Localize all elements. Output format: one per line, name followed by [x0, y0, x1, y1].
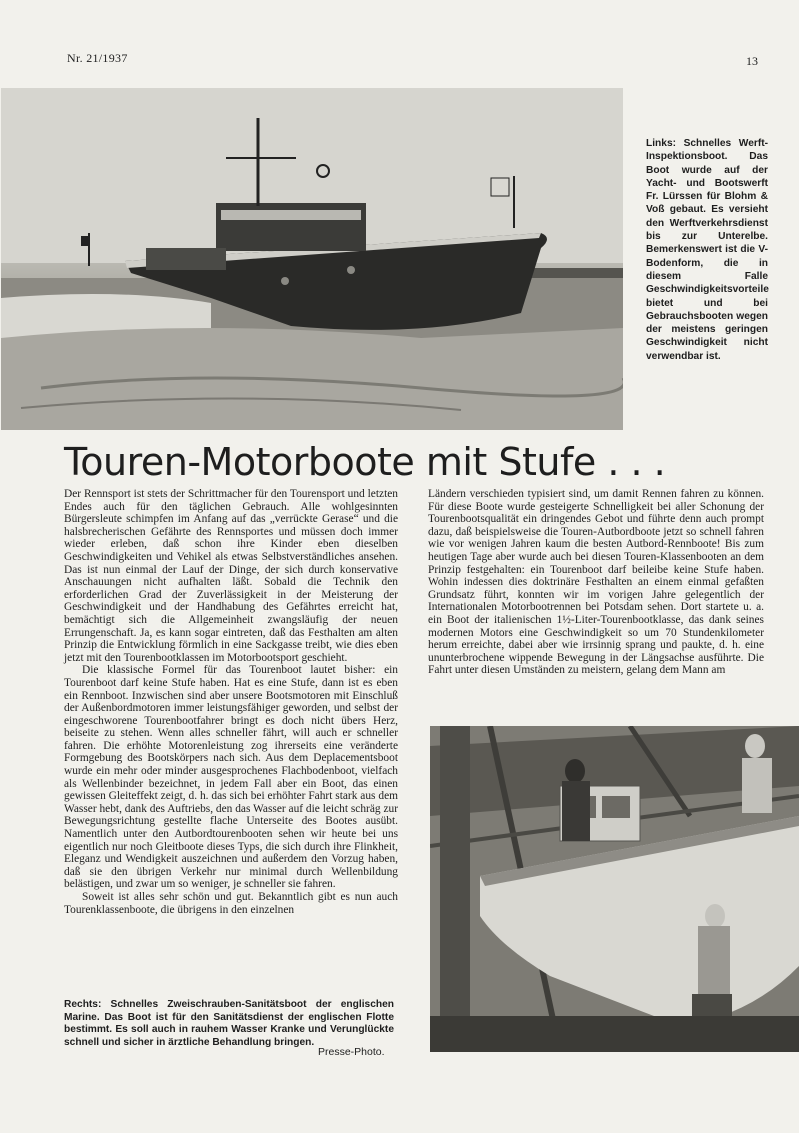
- article-paragraph-4: Ländern verschieden typisiert sind, um damit Rennen fahren zu können. Für diese Boote wurde gesteigerte Schnelligkeit bei aller Schonung der Tourenbootsqualität ein dringendes Gebot und führte denn auch prompt dazu, daß beispielsweise die Touren-Autbordboote jetzt so schnell fahren wie vor wenigen Jahren kaum die besten Autbord-Rennboote! Bis zum heutigen Tage aber wurde auch bei diesen Touren-Klassenbooten an dem Prinzip festgehalten: ein Tourenboot darf beileibe keine Stufe haben. Wohin indessen dies doktrinäre Festhalten an einem einmal gefaßten Grundsatz führt, konnten wir im vorigen Jahre gelegentlich der Internationalen Motorbootrennen bei Potsdam sehen. Dort startete u. a. ein Boot der italienischen 1½-Liter-Tourenbootklasse, das dank seines modernen Motors eine Geschwindigkeit so um 70 Stundenkilometer herum erreichte, dabei aber wie irrsinnig sprang und paukte, d. h. eine ununterbrochene wippende Bewegung in der Längsachse ausführte. Die Fahrt unter diesen Umständen zu meistern, gelang dem Mann am: [428, 488, 764, 677]
- article-paragraph-1: Der Rennsport ist stets der Schrittmacher für den Tourensport und letzten Endes auch für den täglichen Gebrauch. Alle wohlgesinnten Bürgersleute schimpfen im Anfang auf das „verrückte Gerase“ und die halsbrecherischen Gefährte des Rennsportes und müssen doch immer wieder erleben, daß schon ihre Kinder eben dieselben Geschwindigkeiten und Vehikel als etwas Selbstverständliches ansehen. Das ist nun einmal der Lauf der Dinge, der sich durch konservative Anschauungen nicht aufhalten läßt. Sobald die Technik den erforderlichen Grad der Zuverlässigkeit in der Meisterung der Geschwindigkeit und der Handhabung des Gefährtes erreicht hat, bemächtigt sich die Allgemeinheit zwangsläufig der neuen Errungenschaft. Ja, es kann sogar eintreten, daß das Festhalten am alten Prinzip die Entwicklung förmlich in eine Sackgasse treibt, wie dies eben jetzt mit den Tourenbootklassen im Motorbootsport geschieht.: [64, 488, 398, 664]
- article-paragraph-2: Die klassische Formel für das Tourenboot lautet bisher: ein Tourenboot darf keine Stufe haben. Hat es eine Stufe, dann ist es eben ein Rennboot. Inzwischen sind aber unsere Bootsmotoren mit Einschluß der Außenbordmotoren immer leistungsfähiger geworden, und selbst der eingeschworene Tourenbootfahrer bringt es doch nicht übers Herz, beiseite zu stehen. Wenn alles schneller fährt, will auch er schneller fahren. Die erhöhte Motorenleistung zog ihrerseits eine veränderte Formgebung des Bootskörpers nach sich. Aus dem Deplacementsboot wurde ein mehr oder minder ausgesprochenes Flachbodenboot, vielfach als Wellenbinder bezeichnet, in jedem Fall aber ein Boot, das einen gewissen Gleiteffekt zeigt, d. h. das sich bei erhöhter Fahrt stark aus dem Wasser hebt, dank des Auftriebs, den das Wasser auf die leicht schräg zur Bewegungsrichtung gestellte flache Unterseite des Bootes ausübt. Namentlich unter den Autbordtourenbooten sehen wir heute bei uns eigentlich nur noch Gleitboote dieses Typs, die sich durch ihre Flinkheit, Eleganz und Wendigkeit auszeichnen und außerdem den Vorzug haben, daß sie den übrigen Verkehr nur minimal durch Wellenbildung belästigen, und zwar um so weniger, je schneller sie fahren.: [64, 664, 398, 891]
- article-headline: Touren-Motorboote mit Stufe . . .: [64, 440, 666, 484]
- article-left-column: [64, 488, 398, 916]
- bottom-photo-caption: Rechts: Schnelles Zweischrauben-Sanitätsboot der englischen Marine. Das Boot ist für den Sanitätsdienst der englischen Flotte bestimmt. Es soll auch in rauhem Wasser Kranke und Verunglückte schnell und sicher in ärztliche Behandlung bringen.: [64, 999, 394, 1048]
- inspection-boat-photo: [1, 88, 623, 430]
- medical-boat-construction-photo: [430, 726, 799, 1052]
- top-photo-caption: Links: Schnelles Werft-Inspektionsboot. Das Boot wurde auf der Yacht- und Bootswerft Fr. Lürssen für Blohm & Voß gebaut. Es versieht den Werftverkehrsdienst bis zur Unterelbe. Bemerkenswert ist die V-Bodenform, die in diesem Falle Geschwindigkeitsvorteile bietet und bei Gebrauchsbooten wegen der meistens geringen Geschwindigkeit nicht verwendbar ist.: [646, 138, 769, 362]
- photo-credit: Presse-Photo.: [318, 1046, 385, 1058]
- article-right-column: [428, 488, 764, 677]
- issue-number: Nr. 21/1937: [67, 51, 128, 65]
- article-paragraph-3: Soweit ist alles sehr schön und gut. Bekanntlich gibt es nun auch Tourenklassenboote, die übrigens in den einzelnen: [64, 891, 398, 916]
- page-number: 13: [746, 54, 758, 68]
